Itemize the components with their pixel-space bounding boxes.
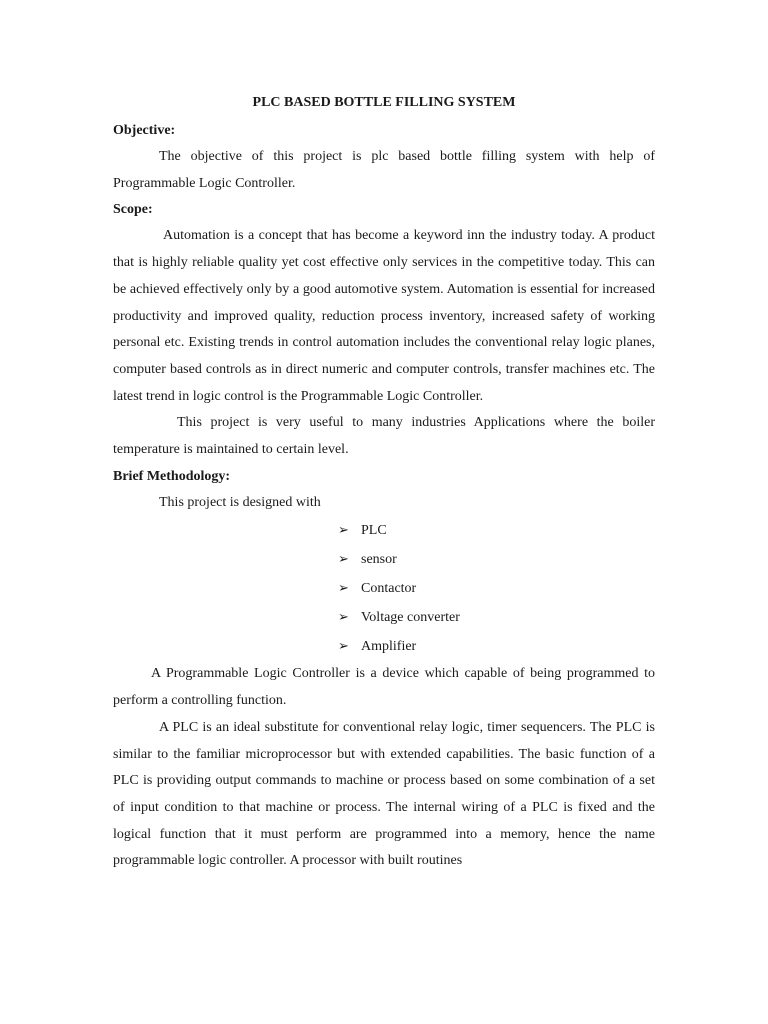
list-item: [338, 603, 655, 632]
list-item: [338, 545, 655, 574]
document-page: [113, 94, 655, 875]
methodology-heading: Brief Methodology:: [113, 468, 231, 484]
scope-paragraph-1: Automation is a concept that has become a keyword inn the industry today. A product that is highly reliable quality yet cost effective only services in the competitive today. This can be achieved effectively only by a good automotive system. Automation is essential for increased productivity and improved quality, reduction process inventory, increased safety of working personal etc. Existing trends in control automation includes the conventional relay logic planes, computer based controls as in direct numeric and computer controls, transfer machines etc. The latest trend in logic control is the Programmable Logic Controller.: [113, 228, 655, 404]
list-item-label: sensor: [361, 552, 397, 568]
arrow-bullet-icon: ➢: [338, 639, 349, 655]
objective-heading: Objective:: [113, 123, 176, 138]
scope-heading: Scope:: [113, 202, 153, 218]
plc-definition-paragraph: A Programmable Logic Controller is a device which capable of being programmed to perform a controlling function.: [113, 666, 655, 709]
list-item-label: Amplifier: [361, 639, 417, 655]
objective-paragraph: The objective of this project is plc based bottle filling system with help of Programmable Logic Controller.: [113, 149, 655, 191]
arrow-bullet-icon: ➢: [338, 552, 349, 568]
list-item: [338, 516, 655, 545]
arrow-bullet-icon: ➢: [338, 523, 349, 539]
arrow-bullet-icon: ➢: [338, 581, 349, 597]
scope-paragraph-2: This project is very useful to many industries Applications where the boiler temperature is maintained to certain level.: [113, 415, 655, 458]
document-title: PLC BASED BOTTLE FILLING SYSTEM: [252, 95, 516, 110]
methodology-intro: This project is designed with: [159, 494, 321, 510]
list-item: [338, 574, 655, 603]
list-item-label: Contactor: [361, 581, 417, 597]
list-item-label: Voltage converter: [361, 610, 460, 626]
list-item-label: PLC: [361, 523, 387, 539]
plc-description-paragraph: A PLC is an ideal substitute for conventional relay logic, timer sequencers. The PLC is similar to the familiar microprocessor but with extended capabilities. The basic function of a PLC is providing output commands to machine or process based on some combination of a set of input condition to that machine or process. The internal wiring of a PLC is fixed and the logical function that it must perform are programmed into a memory, hence the name programmable logic controller. A processor with built routines: [113, 719, 655, 869]
arrow-bullet-icon: ➢: [338, 610, 349, 626]
component-list: [113, 516, 655, 661]
list-item: [338, 632, 655, 661]
